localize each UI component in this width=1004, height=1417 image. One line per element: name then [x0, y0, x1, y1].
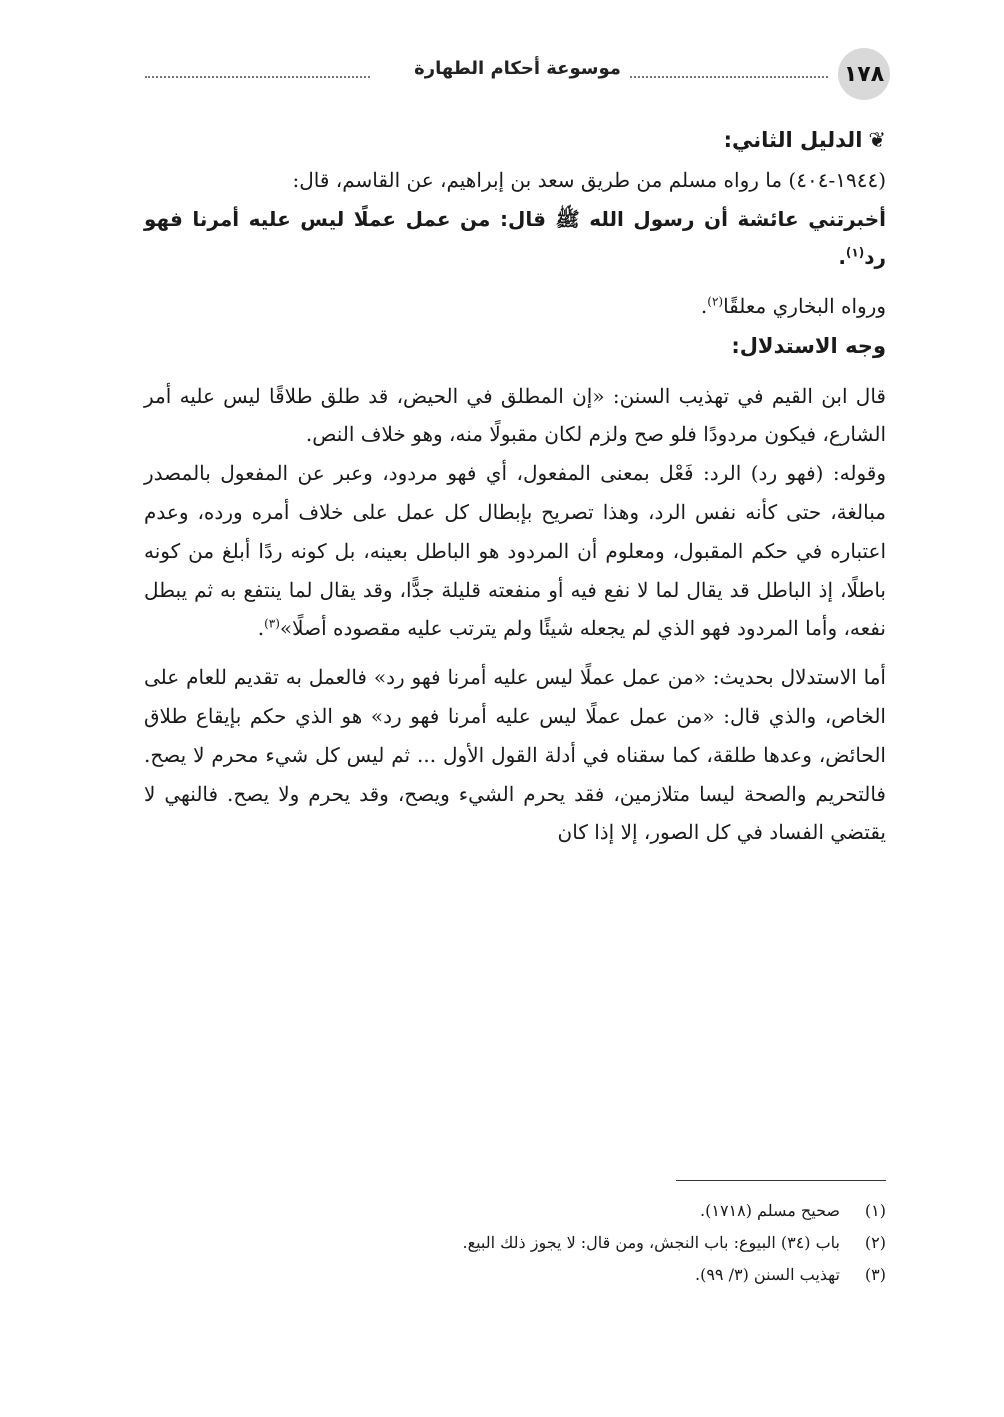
paragraph-rebuttal: أما الاستدلال بحديث: «من عمل عملًا ليس عليه أمرنا فهو رد» فالعمل به تقديم للعام على الخاص، والذي قال: «من عمل عملًا ليس عليه أمرنا فهو رد» هو الذي حكم بإيقاع طلاق الحائض، وعدها طلقة، كما سقناه في أدلة القول الأول ... ثم ليس كل شيء محرم لا يصح. فالتحريم والصحة ليسا متلازمين، فقد يحرم الشيء ويصح، وقد يحرم ولا يصح. فالنهي لا يقتضي الفساد في كل الصور، إلا إذا كان	[144, 665, 886, 845]
page-number-badge	[838, 48, 890, 100]
footnote-item	[144, 1259, 886, 1291]
header-dotted-rule-left	[145, 76, 370, 78]
footnote-item	[144, 1227, 886, 1259]
paragraph-ibn-qayyim: قال ابن القيم في تهذيب السنن: «إن المطلق في الحيض، قد طلق طلاقًا ليس عليه أمر الشارع، فيكون مردودًا فلو صح ولزم لكان مقبولًا منه، وهو خلاف النص.	[144, 383, 886, 447]
spacer	[144, 648, 886, 658]
main-text	[144, 120, 886, 852]
heading-second-evidence	[144, 120, 886, 161]
footnote-ref-1[interactable]: (١)	[845, 245, 865, 260]
hadith-text: أخبرتني عائشة أن رسول الله ﷺ قال: من عمل عملًا ليس عليه أمرنا فهو رد	[144, 206, 886, 270]
running-title-text: موسوعة أحكام الطهارة	[406, 58, 629, 79]
page-number: ١٧٨	[843, 61, 885, 87]
footnote-item	[144, 1195, 886, 1227]
paragraph-explanation: وقوله: (فهو رد) الرد: فَعْل بمعنى المفعول، أي فهو مردود، وعبر عن المفعول بالمصدر مبالغة، حتى كأنه نفس الرد، وهذا تصريح بإبطال كل عمل على خلاف أمره ورده، وعدم اعتباره في حكم المقبول، ومعلوم أن المردود هو الباطل بعينه، بل كونه ردًا أبلغ من كونه باطلًا، إذ الباطل قد يقال لما لا نفع فيه أو منفعته قليلة جدًّا، وقد يقال لما ينتفع به ثم يبطل نفعه، وأما المردود فهو الذي لم يجعله شيئًا ولم يترتب عليه مقصوده أصلًا»$^{(٣)}$.	[144, 461, 886, 641]
page-header	[145, 48, 890, 100]
footnote-number: (١)	[864, 1201, 886, 1220]
footnote-ref-3[interactable]: (٣)	[264, 616, 280, 631]
spacer	[144, 367, 886, 377]
footnote-text: تهذيب السنن (٣/ ٩٩).	[695, 1265, 840, 1284]
leaf-ornament-icon: ❦	[868, 128, 886, 152]
heading-inference: وجه الاستدلال:	[731, 333, 886, 358]
hadith-text-paragraph: أخبرتني عائشة أن رسول الله ﷺ قال: من عمل عملًا ليس عليه أمرنا فهو رد$^{(١)}$.	[144, 206, 886, 270]
heading-second-evidence-text: الدليل الثاني:	[723, 128, 863, 152]
header-dotted-rule-right	[598, 76, 828, 78]
footnote-separator	[676, 1180, 886, 1181]
footnote-number: (٢)	[864, 1233, 886, 1252]
narration-intro: (١٩٤٤-٤٠٤) ما رواه مسلم من طريق سعد بن إبراهيم، عن القاسم، قال:	[292, 167, 886, 192]
spacer	[144, 277, 886, 287]
bukhari-paragraph: ورواه البخاري معلقًا$^{(٢)}$.	[700, 294, 886, 319]
footnote-text: باب (٣٤) البيوع: باب النجش، ومن قال: لا يجوز ذلك البيع.	[462, 1233, 840, 1252]
bukhari-text: ورواه البخاري معلقًا	[723, 294, 886, 319]
paragraph-explanation-text: وقوله: (فهو رد) الرد: فَعْل بمعنى المفعول، أي فهو مردود، وعبر عن المفعول بالمصدر مبالغة، حتى كأنه نفس الرد، وهذا تصريح بإبطال كل عمل على خلاف أمره ورده، وعدم اعتباره في حكم المقبول، ومعلوم أن المردود هو الباطل بعينه، بل كونه ردًا أبلغ من كونه باطلًا، إذ الباطل قد يقال لما لا نفع فيه أو منفعته قليلة جدًّا، وقد يقال لما ينتفع به ثم يبطل نفعه، وأما المردود فهو الذي لم يجعله شيئًا ولم يترتب عليه مقصوده أصلًا»	[144, 461, 886, 641]
footnotes	[144, 1195, 886, 1291]
footnote-text: صحيح مسلم (١٧١٨).	[700, 1201, 840, 1220]
footnote-ref-2[interactable]: (٢)	[707, 294, 724, 309]
footnote-number: (٣)	[864, 1265, 886, 1284]
